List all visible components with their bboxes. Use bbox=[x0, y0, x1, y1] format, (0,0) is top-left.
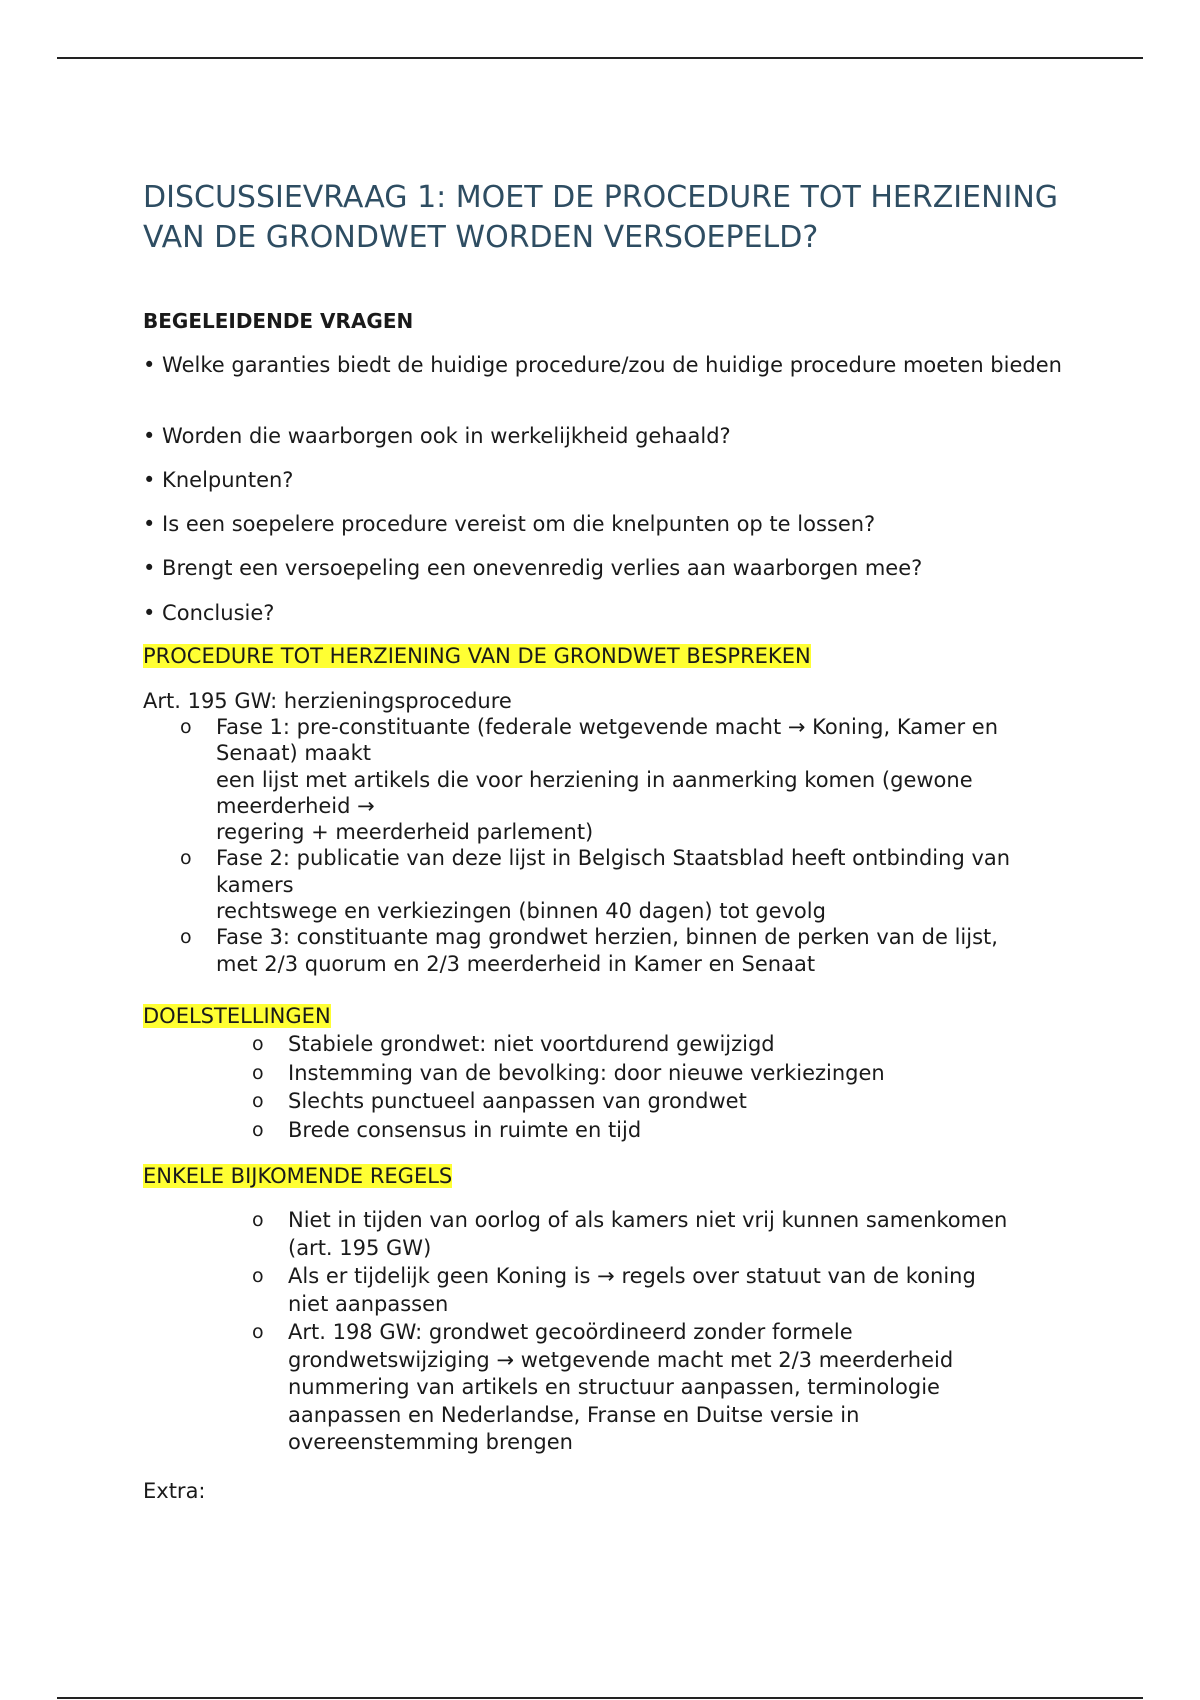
phase-line: Senaat) maakt bbox=[216, 741, 371, 766]
list-item-line: niet aanpassen bbox=[288, 1291, 449, 1316]
list-item-line: (art. 195 GW) bbox=[288, 1235, 432, 1260]
highlight: ENKELE BIJKOMENDE REGELS bbox=[143, 1164, 453, 1188]
list-marker: o bbox=[180, 716, 192, 738]
bottom-rule bbox=[57, 1697, 1143, 1699]
question-item: • Conclusie? bbox=[143, 601, 275, 625]
list-item-line: Als er tijdelijk geen Koning is → regels over statuut van de koning bbox=[288, 1264, 976, 1288]
section-heading-procedure bbox=[143, 643, 1073, 670]
phase-list bbox=[180, 714, 1076, 977]
phase-item bbox=[180, 845, 1076, 924]
phase-line: Fase 1: pre-constituante (federale wetgevende macht → Koning, Kamer en bbox=[216, 715, 999, 739]
list-marker: o bbox=[180, 847, 192, 870]
list-item-text: Brede consensus in ruimte en tijd bbox=[288, 1117, 642, 1142]
subheading: BEGELEIDENDE VRAGEN bbox=[143, 309, 414, 333]
list-item bbox=[252, 1207, 1088, 1262]
list-marker: o bbox=[180, 926, 192, 949]
phase-line: een lijst met artikels die voor herziening in aanmerking komen (gewone bbox=[216, 767, 973, 792]
section-heading-regels bbox=[143, 1163, 1073, 1190]
phase-item bbox=[180, 924, 1076, 977]
phase-item bbox=[180, 714, 1076, 845]
list-item-line: Art. 198 GW: grondwet gecoördineerd zonder formele bbox=[288, 1320, 853, 1344]
list-item bbox=[252, 1087, 1078, 1116]
top-rule bbox=[57, 57, 1143, 59]
phase-line: meerderheid → bbox=[216, 793, 375, 818]
list-item bbox=[252, 1059, 1078, 1088]
doelstellingen-list bbox=[252, 1030, 1078, 1144]
highlight: PROCEDURE TOT HERZIENING VAN DE GRONDWET BESPREKEN bbox=[143, 644, 811, 668]
phase-line: met 2/3 quorum en 2/3 meerderheid in Kamer en Senaat bbox=[216, 951, 816, 976]
phase-line: Fase 2: publicatie van deze lijst in Belgisch Staatsblad heeft ontbinding van bbox=[216, 846, 1011, 871]
document-title: DISCUSSIEVRAAG 1: MOET DE PROCEDURE TOT HERZIENING VAN DE GRONDWET WORDEN VERSOEPELD? bbox=[143, 180, 1059, 255]
list-marker: o bbox=[252, 1118, 264, 1141]
list-marker: o bbox=[252, 1033, 264, 1055]
list-item bbox=[252, 1116, 1078, 1145]
list-item-line: overeenstemming brengen bbox=[288, 1430, 573, 1454]
list-item bbox=[252, 1263, 1088, 1318]
question-item: • Brengt een versoepeling een onevenredig verlies aan waarborgen mee? bbox=[143, 556, 923, 580]
list-marker: o bbox=[252, 1061, 264, 1084]
section-heading-doelstellingen bbox=[143, 1003, 1073, 1030]
list-item-text: Stabiele grondwet: niet voortdurend gewijzigd bbox=[288, 1032, 775, 1056]
list-item-line: nummering van artikels en structuur aanpassen, terminologie bbox=[288, 1375, 940, 1399]
list-marker: o bbox=[252, 1209, 264, 1231]
list-item-line: grondwetswijziging → wetgevende macht met 2/3 meerderheid bbox=[288, 1347, 954, 1372]
list-marker: o bbox=[252, 1090, 264, 1112]
list-item-text: Slechts punctueel aanpassen van grondwet bbox=[288, 1089, 747, 1113]
question-item: • Is een soepelere procedure vereist om die knelpunten op te lossen? bbox=[143, 512, 876, 536]
list-item bbox=[252, 1319, 1088, 1457]
phase-line: Fase 3: constituante mag grondwet herzien, binnen de perken van de lijst, bbox=[216, 925, 998, 950]
question-item: • Worden die waarborgen ook in werkelijkheid gehaald? bbox=[143, 424, 731, 448]
extra-label: Extra: bbox=[143, 1479, 206, 1503]
list-item-line: aanpassen en Nederlandse, Franse en Duitse versie in bbox=[288, 1402, 860, 1427]
phase-line: regering + meerderheid parlement) bbox=[216, 820, 594, 845]
highlight: DOELSTELLINGEN bbox=[143, 1004, 331, 1028]
list-marker: o bbox=[252, 1321, 264, 1343]
list-item bbox=[252, 1030, 1078, 1059]
phase-line: rechtswege en verkiezingen (binnen 40 dagen) tot gevolg bbox=[216, 899, 826, 924]
list-item-text: Instemming van de bevolking: door nieuwe verkiezingen bbox=[288, 1060, 885, 1085]
question-item: • Knelpunten? bbox=[143, 468, 294, 492]
list-marker: o bbox=[252, 1265, 264, 1287]
regels-list bbox=[252, 1207, 1088, 1457]
question-item: • Welke garanties biedt de huidige procedure/zou de huidige procedure moeten bieden bbox=[143, 353, 1062, 377]
procedure-intro: Art. 195 GW: herzieningsprocedure bbox=[143, 689, 512, 713]
list-item-line: Niet in tijden van oorlog of als kamers niet vrij kunnen samenkomen bbox=[288, 1208, 1008, 1232]
phase-line: kamers bbox=[216, 872, 294, 897]
